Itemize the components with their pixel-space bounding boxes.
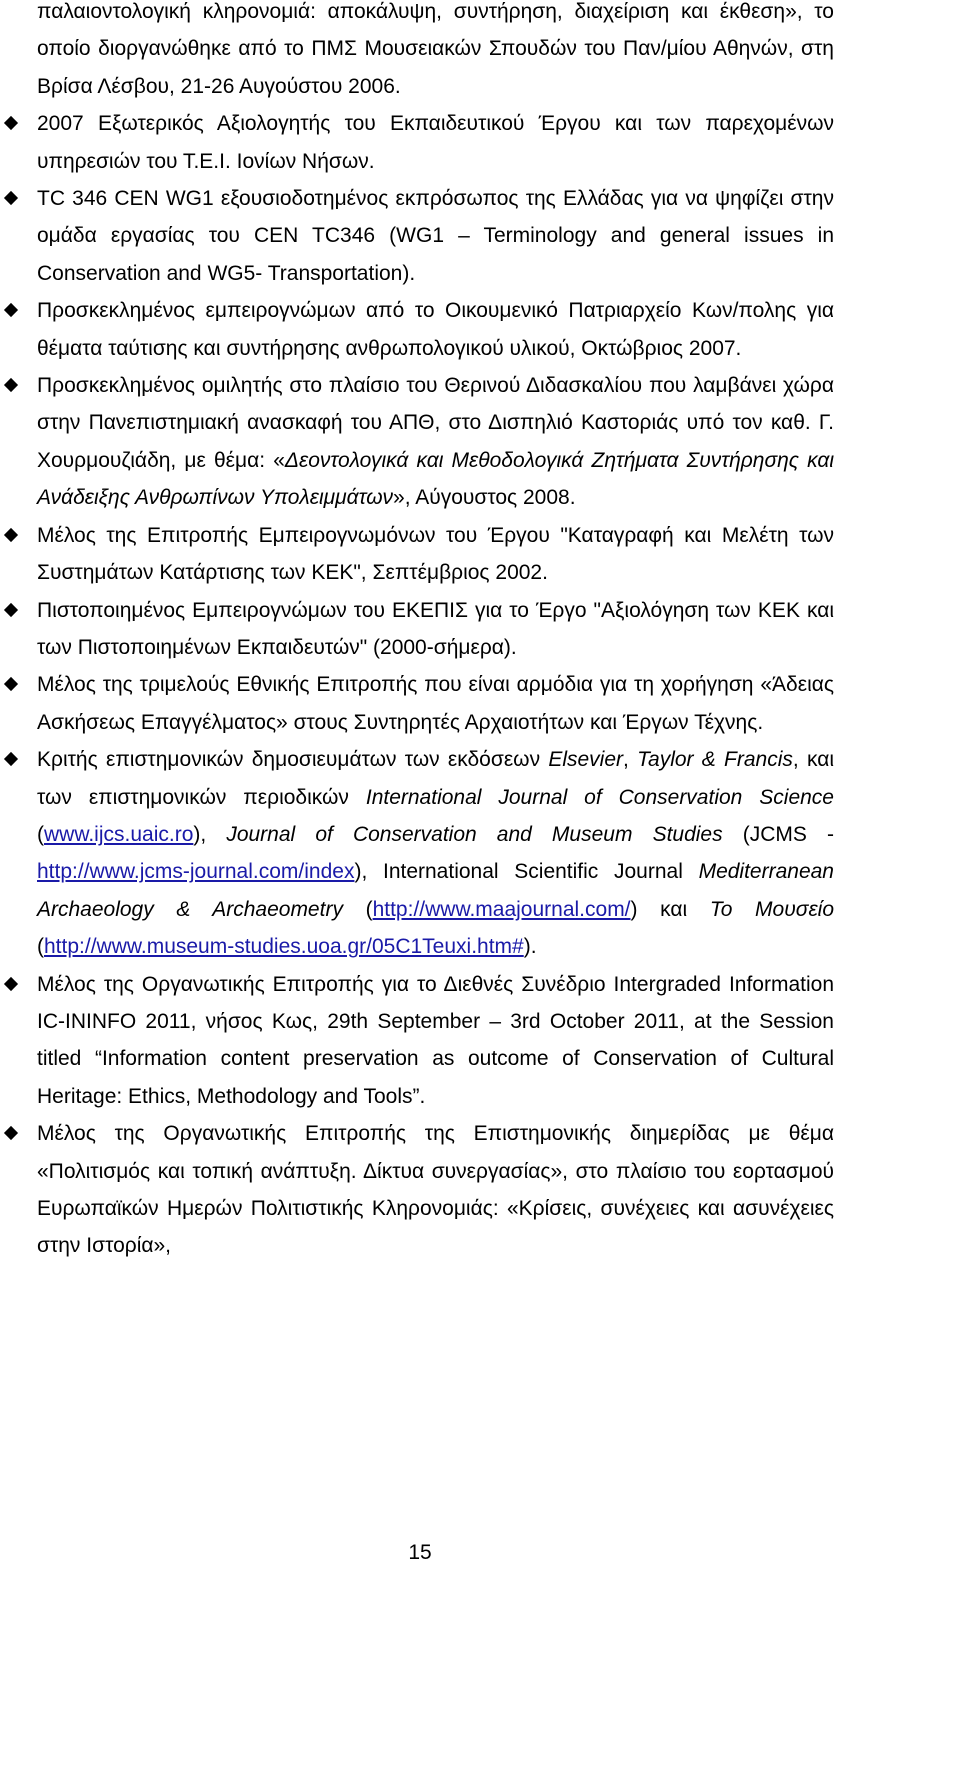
maa-link[interactable]: http://www.maajournal.com/ <box>372 897 631 921</box>
list-item-text: Πιστοποιημένος Εμπειρογνώμων του ΕΚΕΠΙΣ για το Έργο "Αξιολόγηση των ΚΕΚ και των Πιστοποιημένων Εκπαιδευτών" (2000-σήμερα). <box>37 598 834 659</box>
list-item-text: Μέλος της Οργανωτικής Επιτροπής για το Διεθνές Συνέδριο Intergraded Information IC-ININFO 2011, νήσος Κως, 29th September – 3rd October 2011, at the Session titled “Information content preservation as outcome of Conservation of Cultural Heritage: Ethics, Methodology and Tools”. <box>37 972 834 1108</box>
publisher-name: Elsevier <box>548 748 624 772</box>
text-run: , και των επιστημονικών περιοδικών <box>37 748 835 809</box>
list-item <box>37 367 834 517</box>
list-item <box>37 1115 834 1265</box>
list-item-text: TC 346 CEN WG1 εξουσιοδοτημένος εκπρόσωπος της Ελλάδας για να ψηφίζει στην ομάδα εργασίας του CEN TC346 (WG1 – Terminology and general issues in Conservation and WG5- Transportation). <box>37 187 834 285</box>
list-item <box>37 105 834 180</box>
publisher-name: Taylor & Francis <box>637 748 793 772</box>
diamond-bullet-icon <box>4 1126 18 1140</box>
text-run: Κριτής επιστημονικών δημοσιευμάτων των εκδόσεων <box>37 748 549 772</box>
diamond-bullet-icon <box>4 378 18 392</box>
ijcs-link[interactable]: www.ijcs.uaic.ro <box>44 822 194 846</box>
diamond-bullet-icon <box>4 116 18 130</box>
list-item-text: Μέλος της Οργανωτικής Επιτροπής της Επιστημονικής διημερίδας με θέμα «Πολιτισμός και τοπική ανάπτυξη. Δίκτυα συνεργασίας», στο πλαίσιο του εορτασμού Ευρωπαϊκών Ημερών Πολιτιστικής Κληρονομιάς: «Κρίσεις, συνέχειες και ασυνέχειες στην Ιστορία», <box>37 1122 834 1258</box>
text-run: ) και <box>630 897 710 921</box>
list-item <box>37 517 834 592</box>
list-item-text: 2007 Εξωτερικός Αξιολογητής του Εκπαιδευτικού Έργου και των παρεχομένων υπηρεσιών του Τ.Ε.Ι. Ιονίων Νήσων. <box>37 112 834 173</box>
document-body <box>37 0 834 1265</box>
list-item <box>37 180 834 292</box>
text-run: ( <box>37 822 44 846</box>
diamond-bullet-icon <box>4 677 18 691</box>
journal-name: Mediterranean Archaeology & Archaeometry <box>37 860 834 921</box>
lecture-title: Δεοντολογικά και Μεθοδολογικά Ζητήματα Συντήρησης και Ανάδειξης Ανθρωπίνων Υπολειμμάτων <box>37 448 835 510</box>
museum-studies-link[interactable]: http://www.museum-studies.uoa.gr/05C1Teuxi.htm# <box>44 935 524 959</box>
text-run: ), <box>193 822 227 846</box>
text-run: , <box>623 748 638 772</box>
list-item-text: Προσκεκλημένος ομιλητής στο πλαίσιο του Θερινού Διδασκαλίου που λαμβάνει χώρα στην Πανεπιστημιακή ανασκαφή του ΑΠΘ, στο Δισπηλιό Καστοριάς υπό τον καθ. Γ. Χουρμουζιάδη, με θέμα: « <box>37 374 834 472</box>
diamond-bullet-icon <box>4 602 18 616</box>
list-item-text: Προσκεκλημένος εμπειρογνώμων από το Οικουμενικό Πατριαρχείο Κων/πολης για θέματα ταύτισης και συντήρησης ανθρωπολογικού υλικού, Οκτώβριος 2007. <box>37 299 834 360</box>
diamond-bullet-icon <box>4 752 18 766</box>
lead-paragraph: παλαιοντολογική κληρονομιά: αποκάλυψη, συντήρηση, διαχείριση και έκθεση», το οποίο διοργανώθηκε από το ΠΜΣ Μουσειακών Σπουδών του Παν/μίου Αθηνών, στη Βρίσα Λέσβου, 21-26 Αυγούστου 2006. <box>37 0 834 98</box>
list-item <box>37 592 834 667</box>
journal-name: Το Μουσείο <box>709 897 835 921</box>
list-item-text: Μέλος της Επιτροπής Εμπειρογνωμόνων του Έργου "Καταγραφή και Μελέτη των Συστημάτων Κατάρτισης των ΚΕΚ", Σεπτέμβριος 2002. <box>37 523 834 585</box>
text-run: ( <box>342 897 373 921</box>
page-number: 15 <box>408 1541 432 1564</box>
text-run: (JCMS - <box>722 822 835 846</box>
list-item-reviewer <box>37 741 834 965</box>
list-item <box>37 666 834 741</box>
diamond-bullet-icon <box>4 191 18 205</box>
list-item-text: Μέλος της τριμελούς Εθνικής Επιτροπής που είναι αρμόδια για τη χορήγηση «Άδειας Ασκήσεως Επαγγέλματος» στους Συντηρητές Αρχαιοτήτων και Έργων Τέχνης. <box>37 673 834 734</box>
text-run: ), International Scientific Journal <box>354 860 699 884</box>
text-run: ( <box>37 935 44 959</box>
diamond-bullet-icon <box>4 303 18 317</box>
list-item <box>37 966 834 1116</box>
journal-name: Journal of Conservation and Museum Studies <box>226 822 723 846</box>
list-item <box>37 292 834 367</box>
list-item-text: », Αύγουστος 2008. <box>393 486 576 510</box>
diamond-bullet-icon <box>4 528 18 542</box>
journal-name: International Journal of Conservation Science <box>365 785 834 809</box>
jcms-link[interactable]: http://www.jcms-journal.com/index <box>37 860 355 884</box>
text-run: ). <box>523 935 537 959</box>
diamond-bullet-icon <box>4 976 18 990</box>
